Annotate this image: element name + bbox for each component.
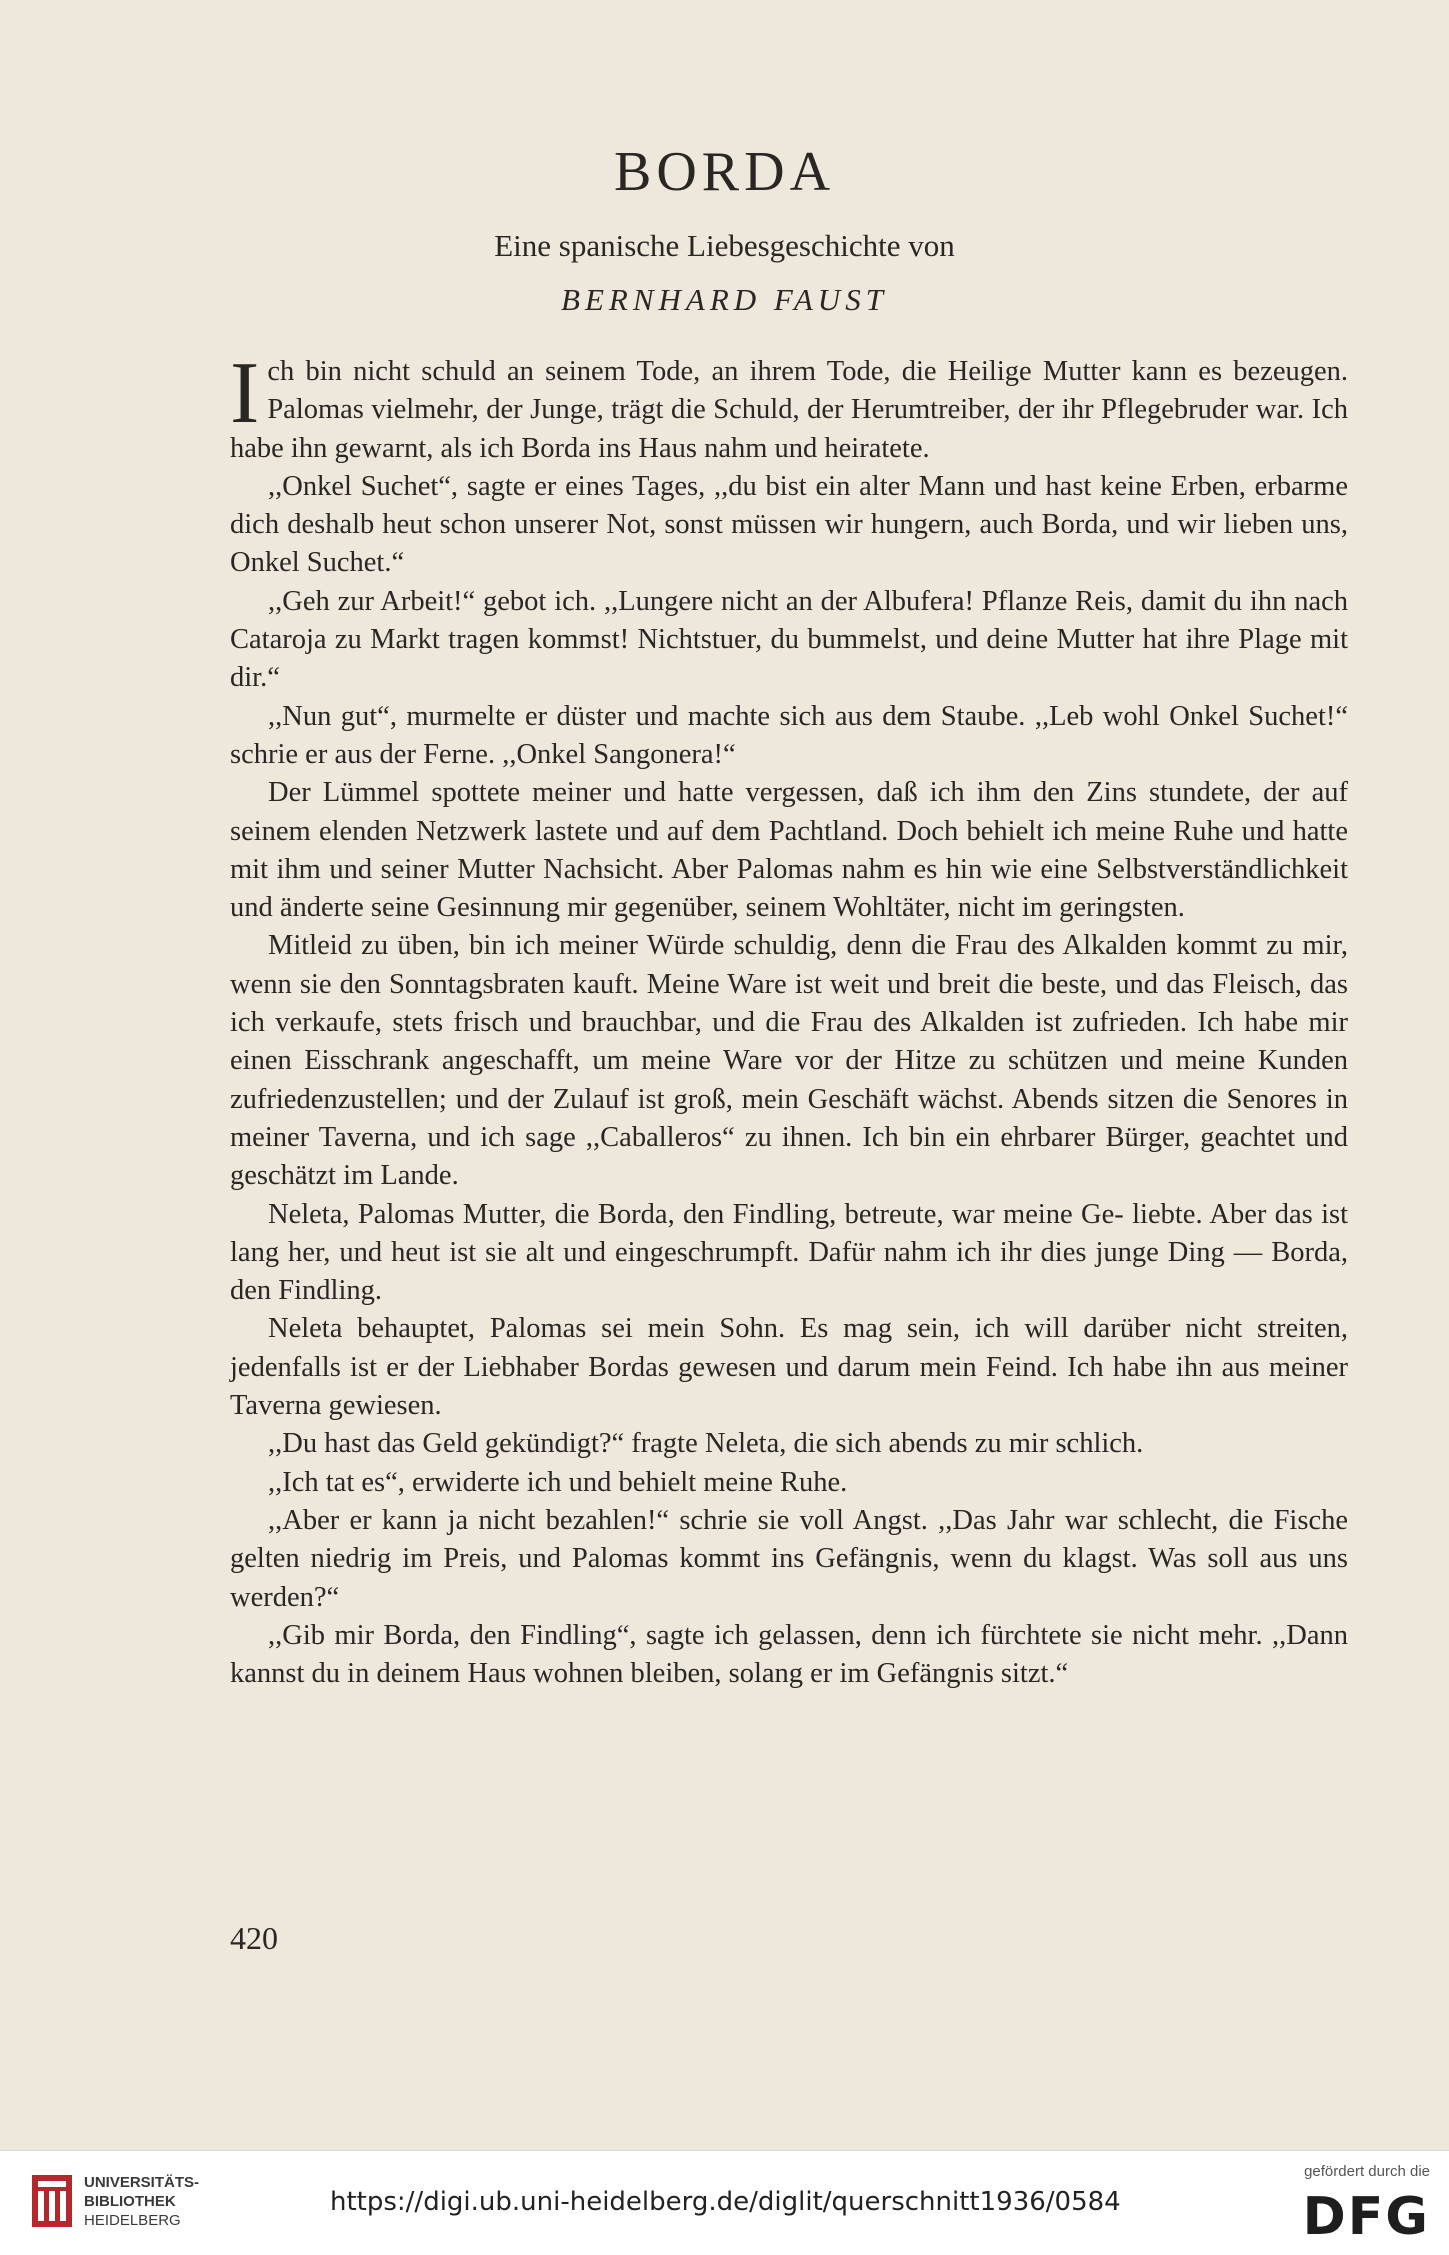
library-line: BIBLIOTHEK	[84, 2193, 176, 2210]
funding-note: gefördert durch die	[1304, 2163, 1430, 2180]
library-line: UNIVERSITÄTS-	[84, 2174, 200, 2191]
paragraph: ,,Onkel Suchet“, sagte er eines Tages, ,,du bist ein alter Mann und hast keine Erben, erbarme dich deshalb heut schon unserer Not, sonst müssen wir hungern, auch Borda, und wir lieben uns, Onkel Suchet.“	[230, 470, 1348, 579]
paragraph: Der Lümmel spottete meiner und hatte vergessen, daß ich ihm den Zins stundete, der auf seinem elenden Netzwerk lastete und auf dem Pachtland. Doch behielt ich meine Ruhe und hatte mit ihm und seiner Mutter Nachsicht. Aber Palomas nahm es hin wie eine Selbstverständlichkeit und änderte seine Gesinnung mir gegenüber, seinem Wohltäter, nicht im geringsten.	[230, 777, 1348, 924]
article-body	[230, 345, 1348, 1693]
article-author: BERNHARD FAUST	[561, 282, 888, 317]
university-seal-icon	[30, 2173, 74, 2229]
library-name	[84, 2173, 199, 2230]
paragraph-first-text: ch bin nicht schuld an seinem Tode, an ihrem Tode, die Heilige Mutter kann es bezeugen. Palomas vielmehr, der Junge, trägt die Schuld, der Herumtreiber, der ihr Pflegebruder war. Ich habe ihn gewarnt, als ich Borda ins Haus nahm und heiratete.	[230, 356, 1348, 464]
page-number: 420	[230, 1920, 278, 1956]
paragraph: Neleta behauptet, Palomas sei mein Sohn. Es mag sein, ich will darüber nicht streiten, jedenfalls ist er der Liebhaber Bordas gewesen und darum mein Feind. Ich habe ihn aus meiner Taverna gewiesen.	[230, 1313, 1348, 1422]
paragraph: ,,Aber er kann ja nicht bezahlen!“ schrie sie voll Angst. ,,Das Jahr war schlecht, die Fische gelten niedrig im Preis, und Palomas kommt ins Gefängnis, wenn du klagst. Was soll aus uns werden?“	[230, 1504, 1348, 1613]
paragraph: ,,Du hast das Geld gekündigt?“ fragte Neleta, die sich abends zu mir schlich.	[268, 1428, 1144, 1460]
paragraph: ,,Nun gut“, murmelte er düster und machte sich aus dem Staube. ,,Leb wohl Onkel Suchet!“ schrie er aus der Ferne. ,,Onkel Sangonera!“	[230, 700, 1348, 770]
paragraph: ,,Ich tat es“, erwiderte ich und behielt meine Ruhe.	[268, 1466, 848, 1498]
article-title: BORDA	[613, 141, 836, 203]
paragraph: Neleta, Palomas Mutter, die Borda, den Findling, betreute, war meine Ge- liebte. Aber das ist lang her, und heut ist sie alt und eingeschrumpft. Dafür nahm ich ihr dies junge Ding — Borda, den Findling.	[230, 1198, 1348, 1307]
paragraph: Mitleid zu üben, bin ich meiner Würde schuldig, denn die Frau des Alkalden kommt zu mir, wenn sie den Sonntagsbraten kauft. Meine Ware ist weit und breit die beste, und das Fleisch, das ich verkaufe, stets frisch und brauchbar, und die Frau des Alkalden ist zufrieden. Ich habe mir einen Eisschrank angeschafft, um meine Ware vor der Hitze zu schützen und meine Kunden zufriedenzustellen; und der Zulauf ist groß, mein Geschäft wächst. Abends sitzen die Senores in meiner Taverna, und ich sage ,,Caballeros“ zu ihnen. Ich bin ein ehrbarer Bürger, geachtet und geschätzt im Lande.	[230, 930, 1348, 1192]
drop-cap: I	[230, 345, 260, 442]
viewer-footer	[0, 2150, 1449, 2255]
paragraph-first	[230, 345, 1348, 468]
paragraph: ,,Geh zur Arbeit!“ gebot ich. ,,Lungere nicht an der Albufera! Pflanze Reis, damit du ihn nach Cataroja zu Markt tragen kommst! Nichtstuer, du bummelst, und deine Mutter hat ihre Plage mit dir.“	[230, 585, 1348, 694]
dfg-logo: DFG	[1302, 2187, 1430, 2247]
permalink-url[interactable]: https://digi.ub.uni-heidelberg.de/diglit/querschnitt1936/0584	[330, 2187, 1121, 2217]
library-line: HEIDELBERG	[84, 2212, 181, 2229]
article-subtitle: Eine spanische Liebesgeschichte von	[494, 228, 955, 263]
paragraph: ,,Gib mir Borda, den Findling“, sagte ich gelassen, denn ich fürchtete sie nicht mehr. ,,Dann kannst du in deinem Haus wohnen bleiben, solang er im Gefängnis sitzt.“	[230, 1619, 1348, 1690]
